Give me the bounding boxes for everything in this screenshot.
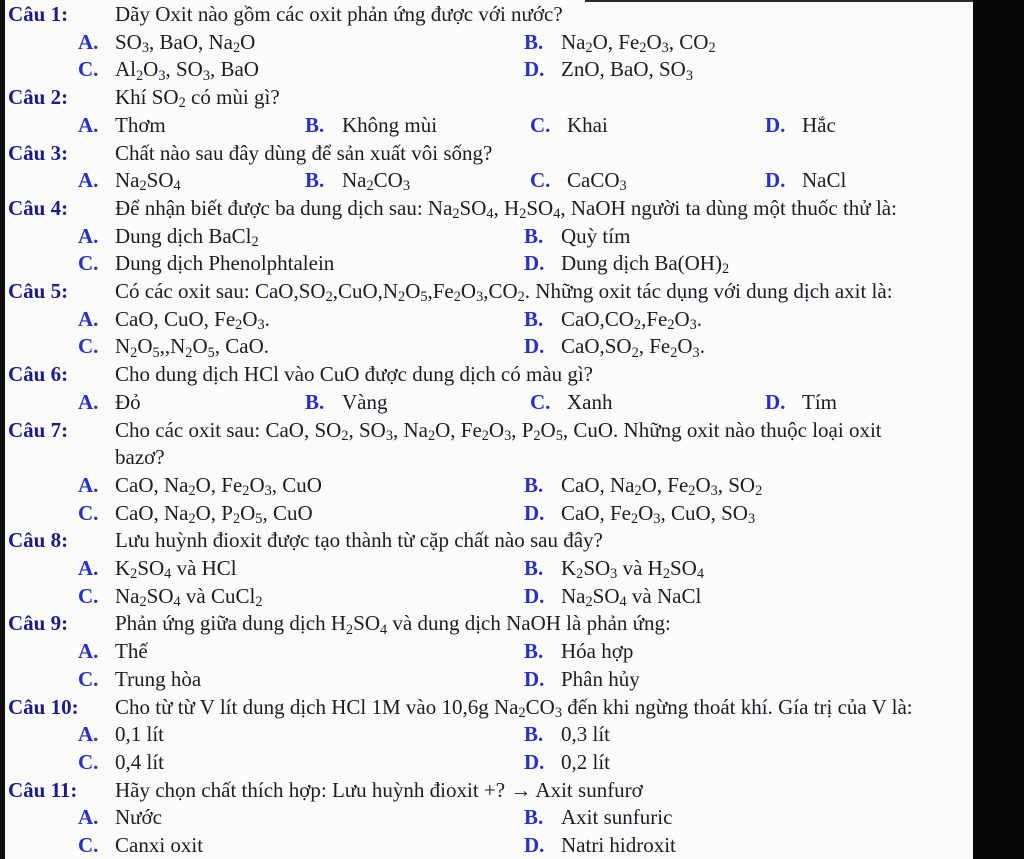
option-text: Xanh [567, 389, 613, 414]
question-text: Chất nào sau đây dùng để sản xuất vôi sống? [115, 140, 493, 165]
option-letter: D. [765, 389, 786, 414]
options-row [0, 804, 973, 832]
option-text: Phân hủy [561, 666, 640, 691]
question-text: Lưu huỳnh đioxit được tạo thành từ cặp chất nào sau đây? [115, 528, 603, 553]
option-text: $CaO,SO_2$, $Fe_2O_3$. [561, 334, 705, 361]
option-text: Canxi oxit [115, 833, 204, 858]
question-text: Phản ứng giữa dung dịch $H_2SO_4$ và dung dịch NaOH là phản ứng: [115, 611, 671, 638]
question-line [0, 361, 973, 389]
option-text: CaO, $Na_2O$, $Fe_2O_3$, $SO_2$ [561, 472, 763, 500]
option-text: Thơm [115, 112, 166, 137]
option-letter: B. [305, 112, 325, 137]
top-scan-line [585, 0, 973, 2]
question-label: Câu 7: [8, 417, 69, 442]
option-letter: D. [524, 749, 545, 774]
question-line [0, 610, 973, 638]
question-line [0, 195, 973, 223]
option-text: $Al_2O_3$, $SO_3$, BaO [115, 57, 259, 84]
option-letter: D. [524, 666, 545, 691]
option-text: Dung dịch Phenolphtalein [115, 251, 335, 276]
option-text: $Na_2O$, $Fe_2O_3$, $CO_2$ [561, 29, 716, 56]
option-letter: C. [78, 583, 99, 608]
option-letter: B. [305, 168, 325, 193]
options-row [0, 250, 973, 278]
option-letter: B. [524, 639, 544, 664]
option-letter: C. [78, 833, 99, 858]
question-text: Khí $SO_2$ có mùi gì? [115, 85, 280, 112]
question-label: Câu 6: [8, 362, 69, 387]
question-line [0, 694, 973, 722]
options-row [0, 29, 973, 57]
option-letter: D. [524, 334, 545, 359]
option-letter: B. [524, 722, 544, 747]
question-line [0, 444, 973, 472]
option-text: Thế [115, 639, 148, 664]
question-label: Câu 1: [8, 2, 69, 26]
options-row [0, 721, 973, 749]
question-line [0, 278, 973, 306]
option-text: Đỏ [115, 389, 141, 414]
option-letter: B. [524, 29, 544, 54]
option-letter: A. [78, 472, 99, 497]
question-line [0, 140, 973, 168]
question-text: Hãy chọn chất thích hợp: Lưu huỳnh đioxit +? → Axit sunfurơ [115, 777, 643, 802]
options-row [0, 583, 973, 611]
question-text: Cho dung dịch HCl vào CuO được dung dịch có màu gì? [115, 362, 594, 387]
options-row [0, 832, 973, 859]
option-text: Không mùi [342, 112, 438, 137]
option-text: Natri hidroxit [561, 833, 676, 858]
option-text: $Na_2SO_4$ [115, 168, 181, 195]
option-letter: B. [524, 306, 544, 331]
option-letter: C. [78, 666, 99, 691]
question-list [0, 1, 973, 859]
option-text: Tím [802, 389, 837, 414]
option-letter: A. [78, 805, 99, 830]
question-text: Cho từ từ V lít dung dịch HCl 1M vào 10,6g $Na_2CO_3$ đến khi ngừng thoát khí. Gía trị của V là: [115, 694, 913, 721]
options-row [0, 333, 973, 361]
question-label: Câu 9: [8, 611, 69, 636]
options-row [0, 555, 973, 583]
option-text: $K_2SO_4$ và HCl [115, 556, 237, 583]
option-text: $K_2SO_3$ và $H_2SO_4$ [561, 556, 704, 583]
option-text: $Na_2CO_3$ [342, 168, 410, 195]
question-text: Để nhận biết được ba dung dịch sau: $Na_2SO_4$, $H_2SO_4$, NaOH người ta dùng một thuốc thử là: [115, 195, 897, 223]
right-black-strip [973, 0, 1024, 859]
option-text: NaCl [802, 168, 847, 193]
option-text: CaO, $Na_2O$, $P_2O_5$, CuO [115, 500, 313, 527]
option-letter: A. [78, 389, 99, 414]
question-label: Câu 10: [8, 694, 79, 719]
option-text: Hóa hợp [561, 639, 634, 664]
option-letter: D. [765, 168, 786, 193]
option-letter: A. [78, 223, 99, 248]
question-label: Câu 3: [8, 140, 69, 165]
option-text: CaO, CuO, $Fe_2O_3$. [115, 306, 270, 333]
option-letter: B. [524, 472, 544, 497]
option-letter: C. [78, 749, 99, 774]
option-letter: A. [78, 29, 99, 54]
option-text: $CaO,CO_2,Fe_2O_3$. [561, 306, 703, 333]
option-text: CaO, $Na_2O$, $Fe_2O_3$, CuO [115, 472, 322, 500]
left-border-strip [0, 0, 5, 859]
question-line [0, 777, 973, 805]
option-letter: C. [78, 251, 99, 276]
option-letter: C. [530, 112, 551, 137]
options-row [0, 223, 973, 251]
option-text: 0,1 lít [115, 722, 165, 747]
option-letter: A. [78, 112, 99, 137]
option-text: Khai [567, 112, 608, 137]
option-text: 0,4 lít [115, 749, 165, 774]
question-line [0, 84, 973, 112]
option-letter: B. [305, 389, 325, 414]
question-line [0, 527, 973, 555]
option-text: Dung dịch $Ba(OH)_2$ [561, 251, 730, 278]
options-row [0, 749, 973, 777]
option-text: Quỳ tím [561, 223, 631, 248]
option-letter: A. [78, 168, 99, 193]
option-letter: A. [78, 306, 99, 331]
question-text: Cho các oxit sau: CaO, $SO_2$, $SO_3$, $Na_2O$, $Fe_2O_3$, $P_2O_5$, CuO. Những oxit nào thuộc loại oxit [115, 417, 882, 444]
option-letter: D. [524, 57, 545, 82]
option-text: Dung dịch BaCl$_2$ [115, 223, 259, 250]
options-row [0, 389, 973, 417]
option-letter: A. [78, 722, 99, 747]
option-text: Nước [115, 805, 162, 830]
question-line [0, 1, 973, 29]
option-letter: B. [524, 556, 544, 581]
question-label: Câu 4: [8, 195, 69, 220]
question-line [0, 417, 973, 445]
question-label: Câu 2: [8, 85, 69, 110]
option-letter: C. [530, 389, 551, 414]
option-text: $Na_2SO_4$ và NaCl [561, 583, 702, 610]
options-row [0, 472, 973, 500]
option-text: 0,3 lít [561, 722, 611, 747]
options-row [0, 56, 973, 84]
option-letter: C. [78, 334, 99, 359]
option-letter: C. [530, 168, 551, 193]
option-letter: C. [78, 57, 99, 82]
option-letter: D. [524, 500, 545, 525]
options-row [0, 112, 973, 140]
question-text: Có các oxit sau: $CaO,SO_2,CuO,N_2O_5,Fe_2O_3,CO_2$. Những oxit tác dụng với dung dịch axit là: [115, 279, 893, 306]
option-text: Axit sunfuric [561, 805, 673, 830]
option-text: Hắc [802, 112, 836, 137]
options-row [0, 666, 973, 694]
option-letter: B. [524, 223, 544, 248]
question-label: Câu 5: [8, 279, 69, 304]
question-text: Dãy Oxit nào gồm các oxit phản ứng được với nước? [115, 2, 563, 26]
options-row [0, 167, 973, 195]
option-text: $N_2O_5,,N_2O_5$, CaO. [115, 334, 269, 361]
option-letter: A. [78, 556, 99, 581]
option-text: ZnO, BaO, $SO_3$ [561, 57, 693, 84]
option-letter: D. [765, 112, 786, 137]
option-text: CaCO$_3$ [567, 168, 627, 195]
option-letter: A. [78, 639, 99, 664]
option-text: Vàng [342, 389, 388, 414]
question-label: Câu 8: [8, 528, 69, 553]
option-letter: D. [524, 251, 545, 276]
option-text: $Na_2SO_4$ và CuCl$_2$ [115, 583, 263, 610]
option-text: 0,2 lít [561, 749, 611, 774]
options-row [0, 306, 973, 334]
question-label: Câu 11: [8, 777, 78, 802]
option-letter: B. [524, 805, 544, 830]
option-text: Trung hòa [115, 666, 202, 691]
options-row [0, 500, 973, 528]
option-letter: D. [524, 583, 545, 608]
option-letter: C. [78, 500, 99, 525]
option-text: CaO, $Fe_2O_3$, CuO, $SO_3$ [561, 500, 756, 527]
option-letter: D. [524, 833, 545, 858]
options-row [0, 638, 973, 666]
option-text: $SO_3$, BaO, $Na_2O$ [115, 29, 256, 56]
question-text: bazơ? [115, 445, 165, 470]
